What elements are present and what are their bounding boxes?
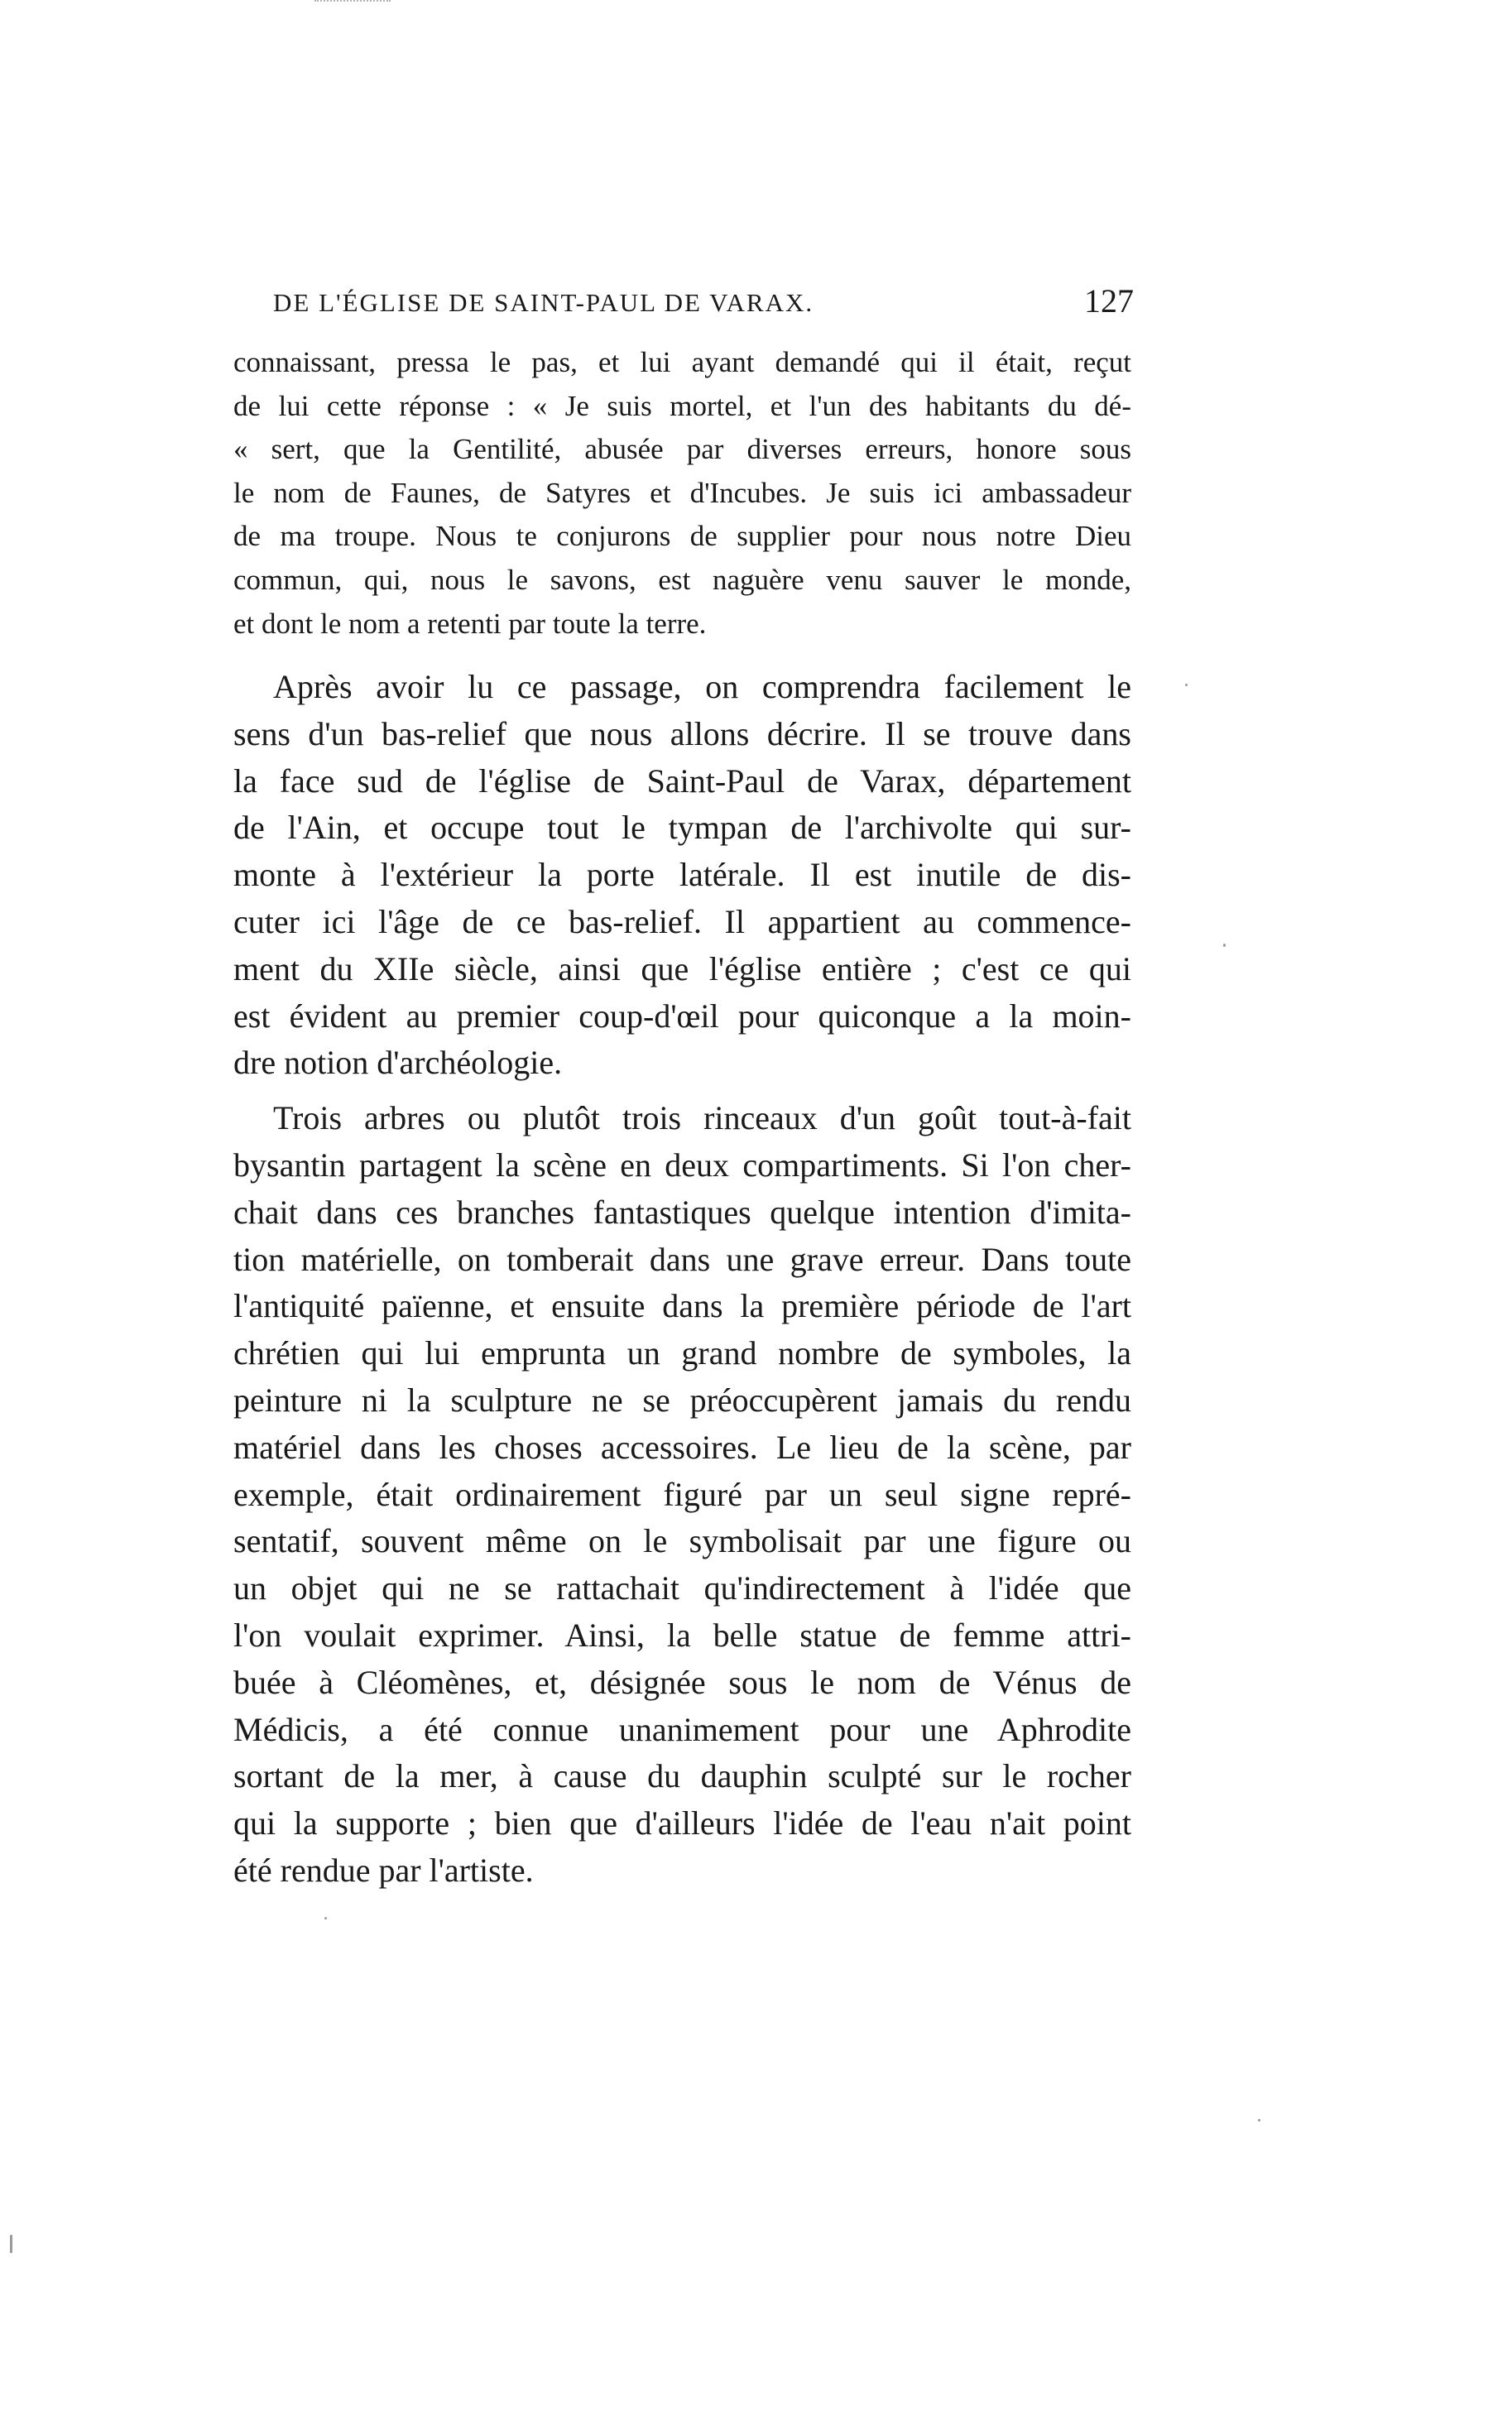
paragraph-line: cuter ici l'âge de ce bas-relief. Il appartient au commence- [233,902,1131,940]
quote-line: le nom de Faunes, de Satyres et d'Incubes. Je suis ici ambassadeur [233,476,1131,509]
quote-line: connaissant, pressa le pas, et lui ayant demandé qui il était, reçut [233,346,1131,378]
paragraph-line: de l'Ain, et occupe tout le tympan de l'archivolte qui sur- [233,809,1131,847]
quote-line: de ma troupe. Nous te conjurons de supplier pour nous notre Dieu [233,520,1131,553]
paragraph-line: exemple, était ordinairement figuré par un seul signe repré- [233,1475,1131,1513]
paragraph-line: buée à Cléomènes, et, désignée sous le nom de Vénus de [233,1663,1131,1701]
quotation-block [233,341,1131,646]
paragraph-line: matériel dans les choses accessoires. Le lieu de la scène, par [233,1428,1131,1466]
quote-line: commun, qui, nous le savons, est naguère venu sauver le monde, [233,563,1131,596]
running-header [273,282,1134,329]
paragraph-gap [233,1087,1131,1095]
paragraph-line: peinture ni la sculpture ne se préoccupèrent jamais du rendu [233,1381,1131,1419]
body-text [233,664,1131,1895]
scan-speck [1185,684,1188,686]
paragraph-line: sentatif, souvent même on le symbolisait par une figure ou [233,1522,1131,1560]
paragraph-line: chrétien qui lui emprunta un grand nombre de symboles, la [233,1334,1131,1372]
scan-edge-mark [314,0,391,4]
paragraph-line: qui la supporte ; bien que d'ailleurs l'idée de l'eau n'ait point [233,1804,1131,1842]
paragraph-line: la face sud de l'église de Saint-Paul de Varax, département [233,761,1131,800]
quote-line: et dont le nom a retenti par toute la terre. [233,607,707,640]
scan-speck [1258,2119,1260,2121]
paragraph-line: tion matérielle, on tomberait dans une grave erreur. Dans toute [233,1240,1131,1278]
paragraph-line: sens d'un bas-relief que nous allons décrire. Il se trouve dans [233,714,1131,752]
paragraph-line: l'antiquité païenne, et ensuite dans la première période de l'art [233,1287,1131,1325]
paragraph-line: bysantin partagent la scène en deux compartiments. Si l'on cher- [233,1146,1131,1184]
paragraph-line: été rendue par l'artiste. [233,1851,534,1889]
paragraph-line: l'on voulait exprimer. Ainsi, la belle statue de femme attri- [233,1616,1131,1654]
quote-line: « sert, que la Gentilité, abusée par diverses erreurs, honore sous [233,433,1131,466]
scan-speck [324,1917,327,1919]
scan-speck [1223,944,1226,947]
paragraph-line: monte à l'extérieur la porte latérale. Il est inutile de dis- [233,856,1131,894]
paragraph-line: est évident au premier coup-d'œil pour quiconque a la moin- [233,997,1131,1035]
paragraph-line: ment du XIIe siècle, ainsi que l'église entière ; c'est ce qui [233,949,1131,987]
scan-speck [10,2235,12,2253]
paragraph-2 [233,1095,1131,1895]
running-title: DE L'ÉGLISE DE SAINT-PAUL DE VARAX. [273,288,814,317]
paragraph-line: chait dans ces branches fantastiques quelque intention d'imita- [233,1193,1131,1231]
paragraph-line: Médicis, a été connue unanimement pour une Aphrodite [233,1710,1131,1748]
paragraph-line: Après avoir lu ce passage, on comprendra facilement le [273,668,1131,705]
quote-line: de lui cette réponse : « Je suis mortel, et l'un des habitants du dé- [233,389,1131,422]
paragraph-line: sortant de la mer, à cause du dauphin sculpté sur le rocher [233,1757,1131,1795]
paragraph-line: dre notion d'archéologie. [233,1044,563,1082]
paragraph-line: Trois arbres ou plutôt trois rinceaux d'un goût tout-à-fait [273,1099,1131,1137]
paragraph-1 [233,664,1131,1087]
page-number: 127 [1084,282,1134,319]
paragraph-line: un objet qui ne se rattachait qu'indirectement à l'idée que [233,1569,1131,1607]
